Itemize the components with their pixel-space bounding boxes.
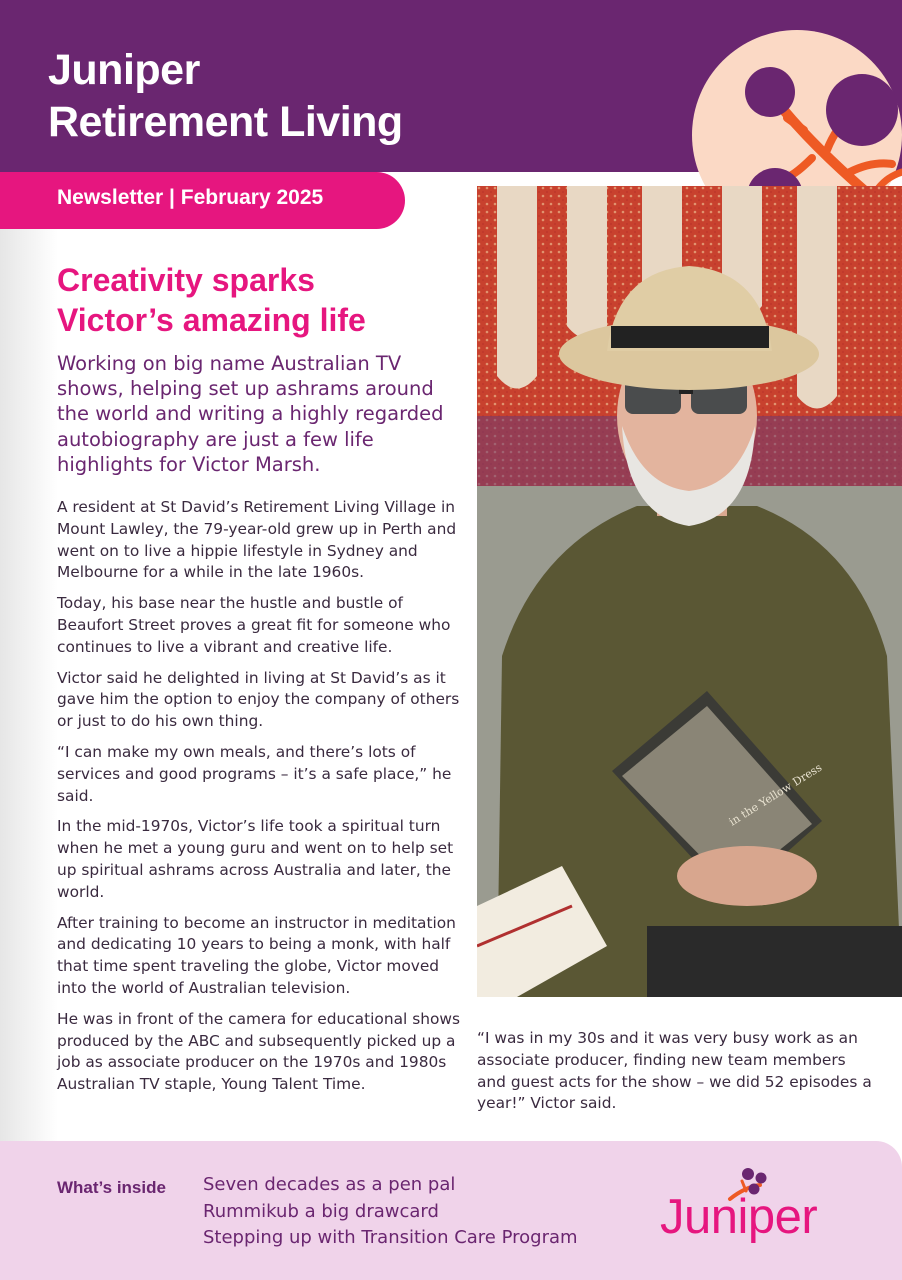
brand-line-2: Retirement Living <box>48 98 403 146</box>
body-paragraph: After training to become an instructor in meditation and dedicating 10 years to being a monk, with half that time spent traveling the globe, Victor moved into the world of Australian television. <box>57 913 456 997</box>
whats-inside-list <box>203 1172 578 1252</box>
headline-line-2: Victor’s amazing life <box>57 302 366 338</box>
issue-date: Newsletter | February 2025 <box>57 186 324 209</box>
book-cover-title: in the Yellow Dress <box>726 760 825 829</box>
brand-title <box>48 44 403 148</box>
victor-portrait-photo <box>477 186 902 997</box>
article-headline <box>57 260 366 340</box>
body-paragraph: “I can make my own meals, and there’s lots of services and good programs – it’s a safe place,” he said. <box>57 742 452 805</box>
brand-line-1: Juniper <box>48 46 200 94</box>
victor-quote: “I was in my 30s and it was very busy work as an associate producer, finding new team members and guest acts for the show – we did 52 episodes a year!” Victor said. <box>477 1029 872 1113</box>
juniper-logo <box>660 1165 870 1250</box>
body-paragraph: Victor said he delighted in living at St David’s as it gave him the option to enjoy the company of others or just to do his own thing. <box>57 668 460 731</box>
article-intro: Working on big name Australian TV shows, helping set up ashrams around the world and writing a highly regarded autobiography are just a few life highlights for Victor Marsh. <box>57 352 444 476</box>
page-edge-shadow <box>0 229 58 1141</box>
inside-item-pen-pal[interactable]: Seven decades as a pen pal <box>203 1174 456 1195</box>
inside-item-transition-care[interactable]: Stepping up with Transition Care Program <box>203 1227 578 1248</box>
body-paragraph: In the mid-1970s, Victor’s life took a spiritual turn when he met a young guru and went on to help set up spiritual ashrams across Australia and later, the world. <box>57 817 454 901</box>
body-paragraph: Today, his base near the hustle and bustle of Beaufort Street proves a great fit for someone who continues to live a vibrant and creative life. <box>57 594 451 656</box>
logo-wordmark: Juniper <box>660 1190 818 1244</box>
article-body <box>57 497 462 1105</box>
body-paragraph: A resident at St David’s Retirement Living Village in Mount Lawley, the 79-year-old grew up in Perth and went on to live a hippie lifestyle in Sydney and Melbourne for a while in the late 1960s. <box>57 498 457 582</box>
headline-line-1: Creativity sparks <box>57 262 315 298</box>
inside-item-rummikub[interactable]: Rummikub a big drawcard <box>203 1200 439 1222</box>
body-paragraph: He was in front of the camera for educational shows produced by the ABC and subsequently picked up a job as associate producer on the 1970s and 1980s Australian TV staple, Young Talent Time. <box>57 1009 460 1094</box>
whats-inside-label: What’s inside <box>57 1178 166 1197</box>
